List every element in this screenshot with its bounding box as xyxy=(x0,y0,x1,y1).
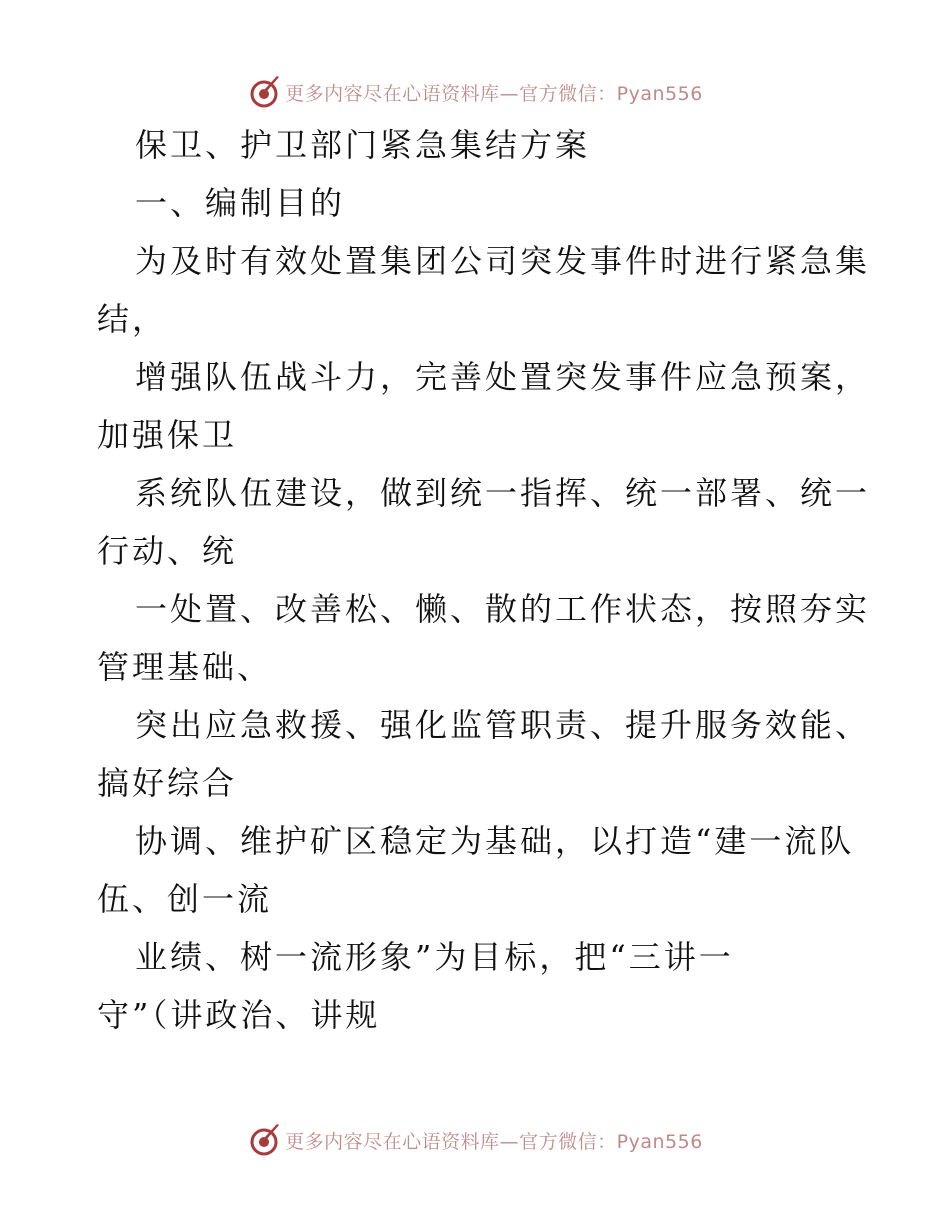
text-line: 为及时有效处置集团公司突发事件时进行紧急集 xyxy=(135,242,871,280)
text-line: 加强保卫 xyxy=(97,416,238,454)
document-title: 保卫、护卫部门紧急集结方案 xyxy=(135,126,591,164)
text-line: 结， xyxy=(97,300,168,338)
header-watermark xyxy=(0,72,950,112)
brush-logo-icon xyxy=(247,1123,281,1157)
document-body xyxy=(97,116,871,1044)
text-line: 增强队伍战斗力，完善处置突发事件应急预案， xyxy=(135,358,871,396)
watermark-text: 更多内容尽在心语资料库—官方微信：Pyan556 xyxy=(285,1130,703,1153)
watermark-text: 更多内容尽在心语资料库—官方微信：Pyan556 xyxy=(285,82,703,105)
text-line: 行动、统 xyxy=(97,532,238,570)
text-line: 突出应急救援、强化监管职责、提升服务效能、 xyxy=(135,706,871,744)
text-line: 业绩、树一流形象”为目标，把“三讲一 xyxy=(135,938,734,976)
text-line: 一、编制目的 xyxy=(135,184,346,222)
brush-logo-icon xyxy=(247,75,281,109)
text-line: 搞好综合 xyxy=(97,764,238,802)
text-line: 守”（讲政治、讲规 xyxy=(97,996,381,1034)
text-line: 伍、创一流 xyxy=(97,880,273,918)
text-line: 管理基础、 xyxy=(97,648,273,686)
text-line: 协调、维护矿区稳定为基础，以打造“建一流队 xyxy=(135,822,855,860)
text-line: 系统队伍建设，做到统一指挥、统一部署、统一 xyxy=(135,474,871,512)
text-line: 一处置、改善松、懒、散的工作状态，按照夯实 xyxy=(135,590,871,628)
footer-watermark xyxy=(0,1120,950,1160)
